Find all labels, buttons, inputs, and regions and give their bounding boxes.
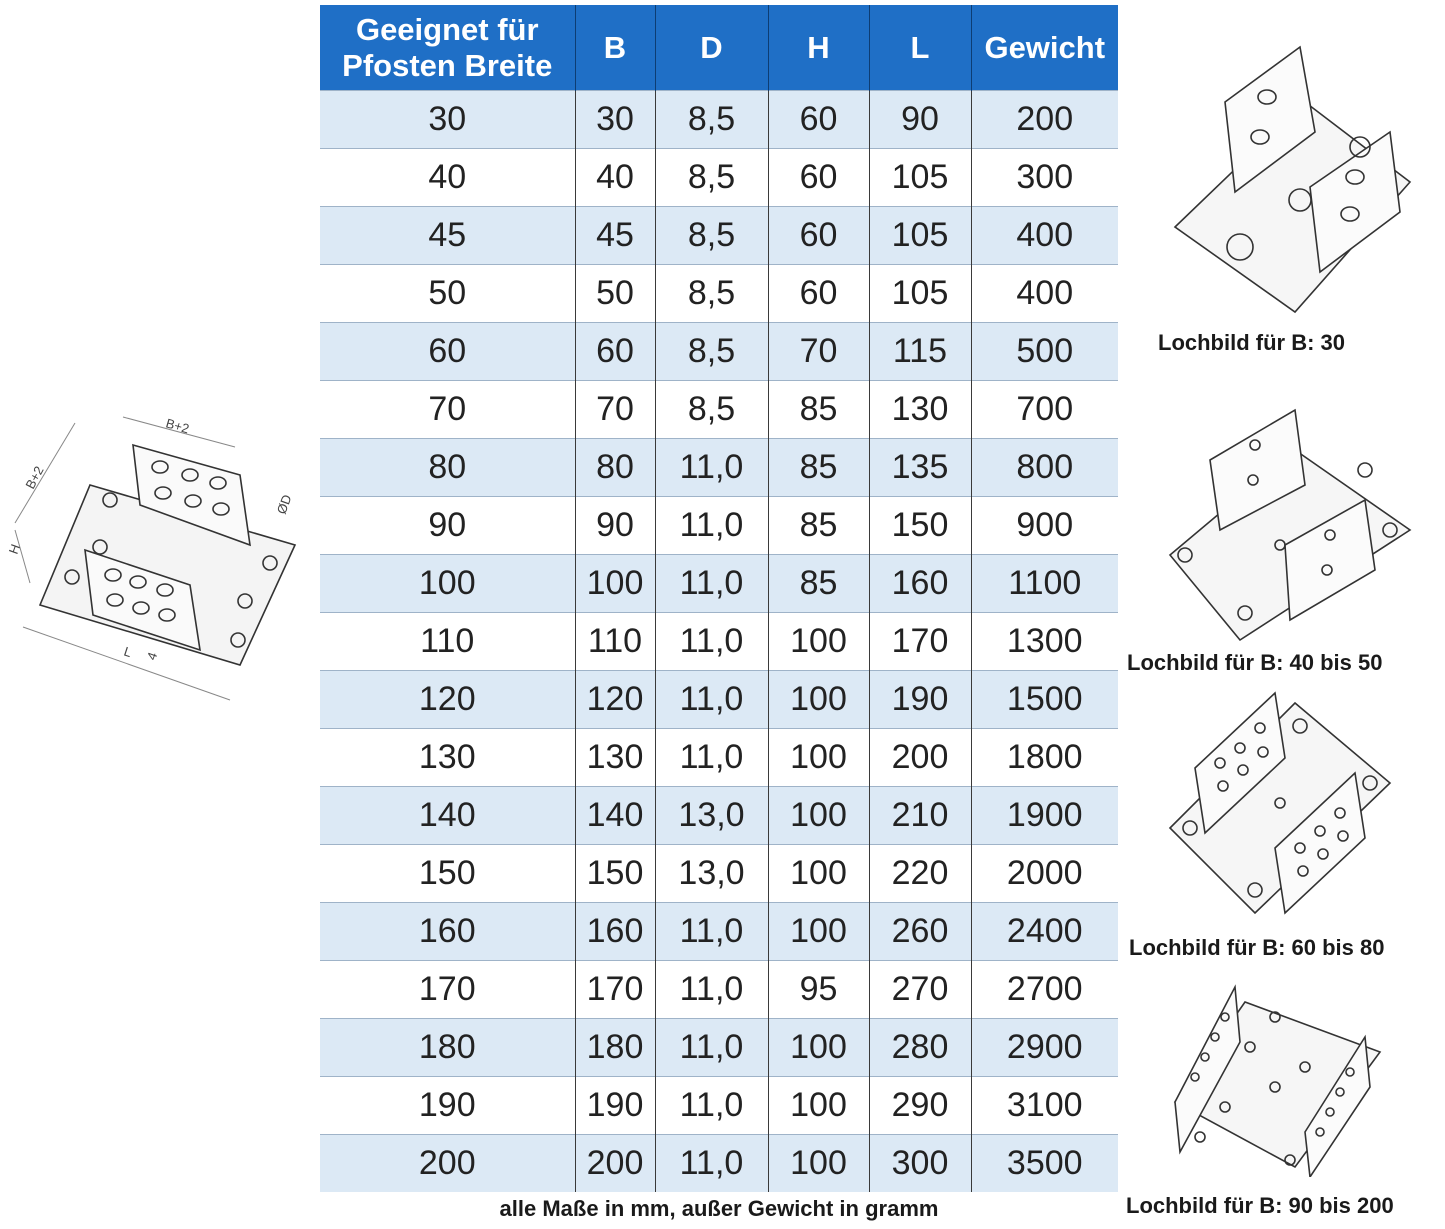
table-cell: 140 xyxy=(575,787,655,845)
label-four: 4 xyxy=(143,650,161,663)
table-cell: 40 xyxy=(575,149,655,207)
table-cell: 400 xyxy=(971,265,1118,323)
label-b-plus-2-top: B+2 xyxy=(164,415,191,437)
label-d: ØD xyxy=(273,492,295,517)
table-row xyxy=(320,961,1118,1019)
table-body xyxy=(320,91,1118,1193)
hole-pattern-drawing-3 xyxy=(1165,688,1395,928)
table-row xyxy=(320,845,1118,903)
table-cell: 700 xyxy=(971,381,1118,439)
table-cell: 90 xyxy=(869,91,971,149)
technical-drawing xyxy=(5,405,310,710)
table-cell: 210 xyxy=(869,787,971,845)
table-cell: 300 xyxy=(971,149,1118,207)
caption-hole-pattern-1: Lochbild für B: 30 xyxy=(1158,330,1345,355)
table-cell: 2000 xyxy=(971,845,1118,903)
table-cell: 150 xyxy=(575,845,655,903)
table-row xyxy=(320,671,1118,729)
table-cell: 100 xyxy=(768,787,869,845)
table-cell: 180 xyxy=(575,1019,655,1077)
table-cell: 160 xyxy=(869,555,971,613)
table-row xyxy=(320,497,1118,555)
table-cell: 8,5 xyxy=(655,265,768,323)
table-cell: 290 xyxy=(869,1077,971,1135)
table-cell: 100 xyxy=(768,613,869,671)
table-cell: 190 xyxy=(869,671,971,729)
hole-pattern-drawing-2 xyxy=(1165,405,1415,645)
table-row xyxy=(320,1077,1118,1135)
table-row xyxy=(320,613,1118,671)
table-cell: 150 xyxy=(320,845,575,903)
table-cell: 2900 xyxy=(971,1019,1118,1077)
table-cell: 11,0 xyxy=(655,1077,768,1135)
table-cell: 150 xyxy=(869,497,971,555)
table-cell: 170 xyxy=(575,961,655,1019)
table-cell: 190 xyxy=(320,1077,575,1135)
table-cell: 50 xyxy=(320,265,575,323)
table-cell: 100 xyxy=(768,671,869,729)
table-cell: 11,0 xyxy=(655,671,768,729)
table-cell: 80 xyxy=(320,439,575,497)
table-row xyxy=(320,91,1118,149)
table-cell: 40 xyxy=(320,149,575,207)
table-cell: 30 xyxy=(320,91,575,149)
table-cell: 170 xyxy=(869,613,971,671)
table-row xyxy=(320,265,1118,323)
label-b-plus-2-side: B+2 xyxy=(22,463,47,492)
table-cell: 140 xyxy=(320,787,575,845)
table-row xyxy=(320,207,1118,265)
table-cell: 8,5 xyxy=(655,91,768,149)
header-d: D xyxy=(655,5,768,91)
table-cell: 8,5 xyxy=(655,323,768,381)
table-cell: 3100 xyxy=(971,1077,1118,1135)
table-row xyxy=(320,903,1118,961)
table-cell: 45 xyxy=(575,207,655,265)
table-cell: 3500 xyxy=(971,1135,1118,1193)
table-cell: 11,0 xyxy=(655,613,768,671)
table-cell: 70 xyxy=(768,323,869,381)
table-cell: 95 xyxy=(768,961,869,1019)
table-cell: 270 xyxy=(869,961,971,1019)
table-cell: 11,0 xyxy=(655,729,768,787)
table-cell: 200 xyxy=(971,91,1118,149)
table-cell: 105 xyxy=(869,149,971,207)
table-cell: 1900 xyxy=(971,787,1118,845)
table-cell: 2400 xyxy=(971,903,1118,961)
table-cell: 1300 xyxy=(971,613,1118,671)
table-cell: 105 xyxy=(869,207,971,265)
table-cell: 280 xyxy=(869,1019,971,1077)
table-row xyxy=(320,149,1118,207)
table-cell: 180 xyxy=(320,1019,575,1077)
table-cell: 60 xyxy=(320,323,575,381)
table-cell: 900 xyxy=(971,497,1118,555)
table-cell: 100 xyxy=(575,555,655,613)
table-cell: 400 xyxy=(971,207,1118,265)
table-cell: 2700 xyxy=(971,961,1118,1019)
table-cell: 500 xyxy=(971,323,1118,381)
table-cell: 85 xyxy=(768,497,869,555)
header-b: B xyxy=(575,5,655,91)
hole-pattern-drawing-4 xyxy=(1165,982,1390,1177)
table-cell: 30 xyxy=(575,91,655,149)
table-cell: 70 xyxy=(320,381,575,439)
table-cell: 200 xyxy=(869,729,971,787)
dimensions-table xyxy=(320,5,1118,1192)
table-cell: 160 xyxy=(575,903,655,961)
units-footnote: alle Maße in mm, außer Gewicht in gramm xyxy=(499,1196,939,1221)
table-cell: 8,5 xyxy=(655,207,768,265)
table-row xyxy=(320,323,1118,381)
table-cell: 60 xyxy=(768,265,869,323)
table-cell: 105 xyxy=(869,265,971,323)
table-cell: 11,0 xyxy=(655,555,768,613)
table-cell: 100 xyxy=(768,845,869,903)
table-cell: 100 xyxy=(768,1135,869,1193)
table-cell: 110 xyxy=(575,613,655,671)
table-cell: 45 xyxy=(320,207,575,265)
caption-hole-pattern-4: Lochbild für B: 90 bis 200 xyxy=(1126,1193,1394,1218)
table-cell: 170 xyxy=(320,961,575,1019)
hole-pattern-drawing-1 xyxy=(1165,42,1415,322)
header-h: H xyxy=(768,5,869,91)
table-row xyxy=(320,439,1118,497)
table-cell: 1500 xyxy=(971,671,1118,729)
table-row xyxy=(320,729,1118,787)
header-weight: Gewicht xyxy=(971,5,1118,91)
table-row xyxy=(320,555,1118,613)
table-cell: 130 xyxy=(575,729,655,787)
table-cell: 120 xyxy=(320,671,575,729)
table-cell: 50 xyxy=(575,265,655,323)
table-cell: 220 xyxy=(869,845,971,903)
table-cell: 100 xyxy=(768,903,869,961)
table-row xyxy=(320,787,1118,845)
table-cell: 200 xyxy=(320,1135,575,1193)
table-row xyxy=(320,1135,1118,1193)
table-cell: 115 xyxy=(869,323,971,381)
table-cell: 60 xyxy=(768,207,869,265)
table-cell: 90 xyxy=(320,497,575,555)
label-h: H xyxy=(5,542,24,557)
table-cell: 300 xyxy=(869,1135,971,1193)
table-cell: 110 xyxy=(320,613,575,671)
table-cell: 80 xyxy=(575,439,655,497)
table-cell: 135 xyxy=(869,439,971,497)
table-cell: 70 xyxy=(575,381,655,439)
table-cell: 1800 xyxy=(971,729,1118,787)
caption-hole-pattern-2: Lochbild für B: 40 bis 50 xyxy=(1127,650,1383,675)
table-cell: 8,5 xyxy=(655,381,768,439)
label-l: L xyxy=(122,643,134,661)
table-cell: 85 xyxy=(768,555,869,613)
table-cell: 120 xyxy=(575,671,655,729)
table-cell: 13,0 xyxy=(655,845,768,903)
table-cell: 11,0 xyxy=(655,961,768,1019)
table-cell: 800 xyxy=(971,439,1118,497)
table-cell: 1100 xyxy=(971,555,1118,613)
table-header-row xyxy=(320,5,1118,91)
table-cell: 60 xyxy=(575,323,655,381)
table-row xyxy=(320,1019,1118,1077)
table-cell: 100 xyxy=(768,1019,869,1077)
table-cell: 200 xyxy=(575,1135,655,1193)
table-cell: 11,0 xyxy=(655,1019,768,1077)
table-cell: 85 xyxy=(768,439,869,497)
table-cell: 160 xyxy=(320,903,575,961)
table-row xyxy=(320,381,1118,439)
table-cell: 130 xyxy=(320,729,575,787)
table-cell: 8,5 xyxy=(655,149,768,207)
table-cell: 190 xyxy=(575,1077,655,1135)
table-cell: 260 xyxy=(869,903,971,961)
table-cell: 100 xyxy=(320,555,575,613)
table-cell: 13,0 xyxy=(655,787,768,845)
table-cell: 85 xyxy=(768,381,869,439)
header-l: L xyxy=(869,5,971,91)
table-cell: 11,0 xyxy=(655,1135,768,1193)
table-cell: 90 xyxy=(575,497,655,555)
table-cell: 60 xyxy=(768,149,869,207)
table-cell: 11,0 xyxy=(655,439,768,497)
caption-hole-pattern-3: Lochbild für B: 60 bis 80 xyxy=(1129,935,1385,960)
table-cell: 100 xyxy=(768,729,869,787)
header-post-width: Geeignet für Pfosten Breite xyxy=(320,5,575,91)
table-cell: 60 xyxy=(768,91,869,149)
table-cell: 11,0 xyxy=(655,497,768,555)
table-cell: 130 xyxy=(869,381,971,439)
table-cell: 100 xyxy=(768,1077,869,1135)
table-cell: 11,0 xyxy=(655,903,768,961)
